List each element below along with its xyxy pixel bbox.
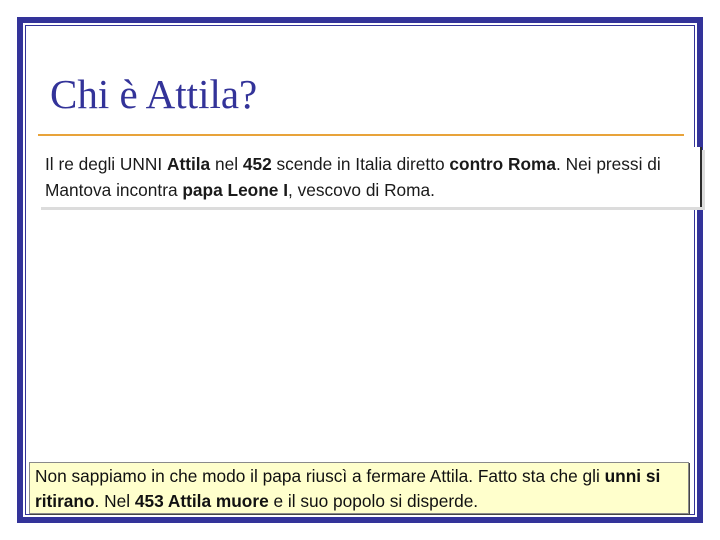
note-bold-ritirano: unni si ritirano	[35, 466, 661, 511]
intro-bold-roma: contro Roma	[449, 154, 556, 174]
intro-text: . Nei pressi di Mantova incontra	[45, 154, 661, 200]
note-text: e il suo popolo si disperde.	[268, 491, 479, 511]
note-text-box	[29, 462, 689, 514]
intro-text: scende in Italia diretto	[271, 154, 450, 174]
intro-text: nel	[210, 154, 243, 174]
intro-bold-year: 452	[242, 154, 272, 174]
intro-text: Il re degli UNNI	[45, 154, 167, 174]
intro-text: , vescovo di Roma.	[288, 180, 435, 200]
title-divider	[38, 134, 684, 136]
slide-title: Chi è Attila?	[50, 71, 258, 117]
intro-bold-papa: papa Leone I	[182, 180, 289, 200]
note-bold-muore: 453 Attila muore	[134, 491, 269, 511]
intro-text-box	[38, 147, 702, 207]
note-text: Non sappiamo in che modo il papa riuscì a fermare Attila. Fatto sta che gli	[35, 466, 605, 486]
note-text: . Nel	[94, 491, 135, 511]
intro-bold-attila: Attila	[166, 154, 211, 174]
